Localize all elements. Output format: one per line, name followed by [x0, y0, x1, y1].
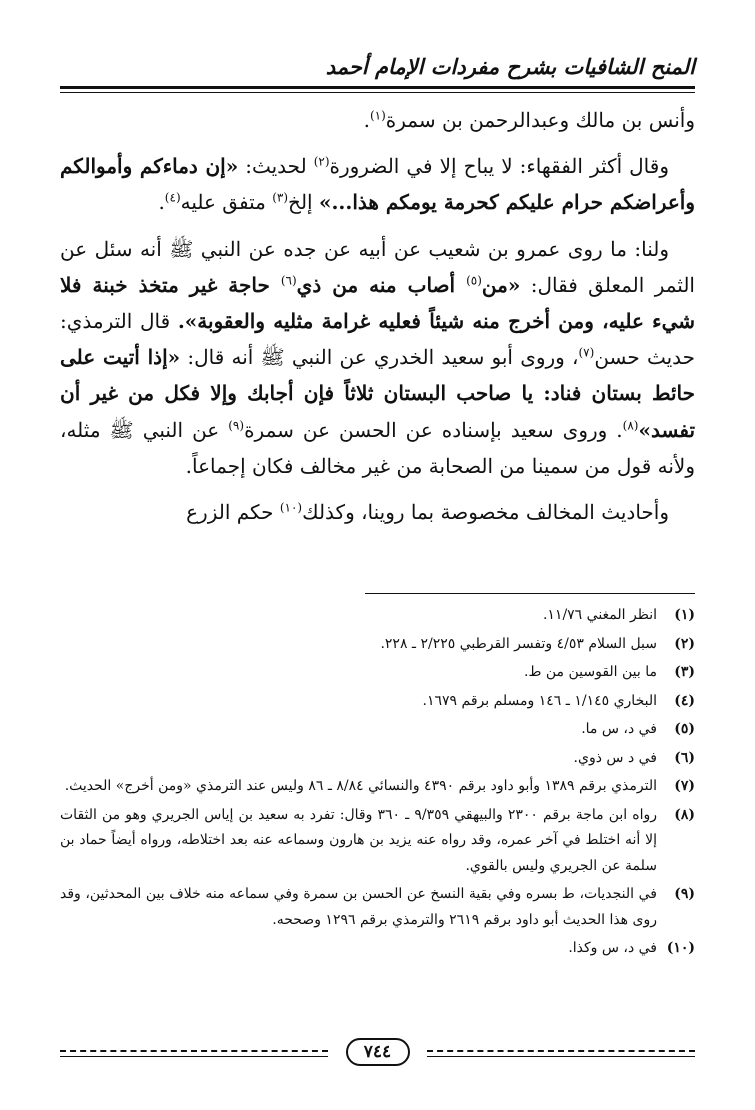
footnote-number: (٩): [674, 886, 695, 902]
footnotes: [60, 603, 695, 965]
footnote-text: البخاري ١/١٤٥ ـ ١٤٦ ومسلم برقم ١٦٧٩.: [422, 692, 657, 709]
footnote: [60, 774, 695, 800]
footnote-text: سبل السلام ٤/٥٣ وتفسر القرطبي ٢/٢٢٥ ـ ٢٢٨.: [380, 635, 657, 652]
footnote: [60, 689, 695, 715]
footnote-number: (٤): [674, 692, 695, 709]
paragraph-2: وقال أكثر الفقهاء: لا يباح إلا في الضرورة$^{(٢)}$ لحديث: «إن دماءكم وأموالكم وأعراضكم حرام عليكم كحرمة يومكم هذا...» إلخ$^{(٣)}$ متفق عليه$^{(٤)}$.: [60, 154, 695, 215]
footnote: [60, 936, 695, 962]
paragraph-3: ولنا: ما روى عمرو بن شعيب عن أبيه عن جده عن النبي ﷺ أنه سئل عن الثمر المعلق فقال: «من$^{(٥)}$ أصاب منه من ذي$^{(٦)}$ حاجة غير متخذ خبنة فلا شيء عليه، ومن أخرج منه شيئاً فعليه غرامة مثليه والعقوبة». قال الترمذي: حديث حسن$^{(٧)}$، وروى أبو سعيد الخدري عن النبي ﷺ أنه قال: «إذا أتيت على حائط بستان فناد: يا صاحب البستان ثلاثاً فإن أجابك وإلا فكل من غير أن تفسد»$^{(٨)}$. وروى سعيد بإسناده عن الحسن عن سمرة$^{(٩)}$ عن النبي ﷺ مثله، ولأنه قول من سمينا من الصحابة من غير مخالف فكان إجماعاً.: [60, 236, 696, 478]
paragraph-4: وأحاديث المخالف مخصوصة بما روينا، وكذلك$^{(١٠)}$ حكم الزرع: [186, 500, 669, 525]
footnote-ref: (٧): [578, 345, 595, 360]
footnote-ref: (٤): [164, 190, 181, 205]
footnote-text: في النجديات، ط بسره وفي بقية النسخ عن الحسن بن سمرة وفي سماعه منه خلاف بين المحدثين، وقد روى هذا الحديث أبو داود برقم ٢٦١٩ والترمذي برقم ١٢٩٦ وصححه.: [60, 886, 658, 928]
footnote-ref: (٥): [466, 273, 482, 288]
footnote-text: في د، س ما.: [581, 721, 657, 737]
footnote-text: رواه ابن ماجة برقم ٢٣٠٠ والبيهقي ٩/٣٥٩ ـ ٣٦٠ وقال: تفرد به سعيد بن إياس الجريري وهو من الثقات إلا أنه اختلط في آخر عمره، وقد رواه عنه يزيد بن هارون وسماعه عنه بعد اختلاطه، ورواه أيضاً حماد بن سلمة عن الجريري وليس بالقوي.: [60, 806, 657, 874]
footnote: [60, 603, 695, 629]
paragraph-1: وأنس بن مالك وعبدالرحمن بن سمرة$^{(١)}$.: [363, 108, 695, 132]
page-footer: [60, 1036, 695, 1066]
footnote-number: (٧): [674, 778, 695, 794]
footer-ornament-left: [60, 1050, 328, 1052]
footnote-number: (١): [674, 607, 695, 623]
footnote-separator: [365, 593, 695, 594]
footnote-text: في د س ذوي.: [573, 749, 657, 766]
footer-ornament-right: [427, 1050, 695, 1052]
header-rule-thick: [60, 86, 695, 89]
footnote-ref: (٦): [280, 273, 297, 288]
footnote-ref: (١): [369, 108, 386, 123]
hadith-quote: «إن دماءكم وأموالكم وأعراضكم حرام عليكم كحرمة يومكم هذا...»: [60, 154, 695, 215]
header-rule-thin: [60, 92, 695, 93]
running-title: المنح الشافيات بشرح مفردات الإمام أحمد: [325, 54, 695, 79]
footnote-number: (١٠): [666, 940, 695, 956]
footer-rule-left: [60, 1056, 328, 1057]
footnote-ref: (٣): [272, 190, 289, 205]
footnote-number: (٦): [674, 749, 695, 766]
footnote-number: (٨): [674, 806, 695, 823]
hadith-quote: «من: [481, 272, 521, 297]
footnote-text: ما بين القوسين من ط.: [524, 664, 657, 680]
footnote-ref: (٩): [228, 417, 245, 432]
footnote-ref: (٨): [622, 417, 639, 432]
footnote-number: (٣): [674, 664, 695, 680]
footnote: [60, 660, 695, 686]
footnote: [60, 746, 695, 772]
footnote: [60, 717, 695, 743]
footnote-ref: (١٠): [279, 500, 303, 515]
main-text: [60, 102, 695, 540]
page-header: [60, 52, 695, 86]
hadith-quote: «إذا أتيت على حائط بستان فناد: يا صاحب البستان ثلاثاً فإن أجابك وإلا فكل من غير أن تفسد»: [60, 345, 696, 442]
footnote-number: (٢): [674, 635, 695, 652]
footnote-ref: (٢): [313, 154, 330, 169]
footnote-text: انظر المغني ١١/٧٦.: [542, 607, 657, 623]
page-number: ٧٤٤: [346, 1038, 410, 1066]
footer-rule-right: [427, 1056, 695, 1057]
footnote-number: (٥): [674, 721, 695, 737]
footnote: [60, 882, 695, 933]
footnote: [60, 803, 695, 880]
footnote-text: الترمذي برقم ١٣٨٩ وأبو داود برقم ٤٣٩٠ والنسائي ٨/٨٤ ـ ٨٦ وليس عند الترمذي «ومن أخرج» الحديث.: [64, 778, 657, 794]
footnote: [60, 632, 695, 658]
footnote-text: في د، س وكذا.: [568, 940, 657, 956]
